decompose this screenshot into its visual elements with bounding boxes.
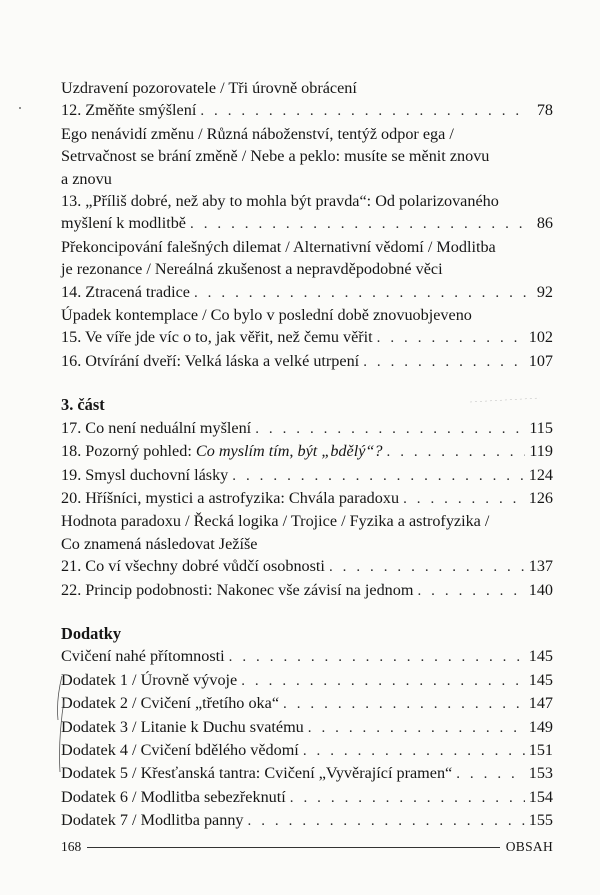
toc-entry-title: Dodatek 5 / Křesťanská tantra: Cvičení „Vyvěrající pramen“ [61,764,453,783]
toc-entry-title: 21. Co ví všechny dobré vůdčí osobnosti [61,557,325,576]
toc-page-number: 86 [536,214,553,233]
toc-entry-title-italic: Co myslím tím, být „bdělý“? [195,442,383,461]
toc-entry-title: 17. Co není neduální myšlení [61,418,252,437]
scan-smudge [470,398,540,402]
toc-entry-title: 20. Hříšníci, mystici a astrofyzika: Chvála paradoxu [61,488,400,507]
scan-pencil-mark [58,676,65,772]
toc-entry-title: 14. Ztracená tradice [61,282,190,301]
toc-page-number: 115 [529,418,553,437]
toc-description: Co znamená následovat Ježíše [61,534,258,553]
toc-page-number: 78 [536,101,553,120]
toc-description: a znovu [61,169,112,188]
toc-page-number: 137 [528,557,553,576]
toc-page-number: 126 [528,488,553,507]
scan-speck [19,107,21,109]
toc-page-number: 153 [528,764,553,783]
toc-page-number: 149 [528,717,553,736]
toc-description: Uzdravení pozorovatele / Tři úrovně obrácení [61,79,357,97]
toc-page-number: 119 [529,442,553,461]
toc-description: Překoncipování falešných dilemat / Alternativní vědomí / Modlitba [61,237,496,256]
toc-entry-title: Dodatek 3 / Litanie k Duchu svatému [61,717,304,736]
footer-section-title: OBSAH [505,839,553,854]
toc-description: je rezonance / Nereálná zkušenost a nepravděpodobné věci [61,260,443,279]
toc-entry-title: Dodatek 6 / Modlitba sebezřeknutí [61,787,286,806]
toc-page-number: 107 [528,351,553,370]
toc-page-number: 151 [528,740,553,759]
toc-entry-title: myšlení k modlitbě [61,214,186,233]
toc-entry-title: 12. Změňte smýšlení [61,101,197,120]
toc-description: Setrvačnost se brání změně / Nebe a peklo: musíte se měnit znovu [61,147,490,166]
toc-entry-title: 22. Princip podobnosti: Nakonec vše závisí na jednom [61,580,414,599]
appendix-heading: Dodatky [61,623,122,643]
toc-description: Hodnota paradoxu / Řecká logika / Trojice / Fyzika a astrofyzika / [61,512,490,531]
toc-entry-title: 16. Otvírání dveří: Velká láska a velké utrpení [61,351,360,370]
toc-page-number: 124 [528,465,553,484]
toc-entry-title: 19. Smysl duchovní lásky [61,465,229,484]
toc-entry-title: Cvičení nahé přítomnosti [61,647,225,666]
toc-page-number: 92 [536,282,553,301]
toc-entry-title: 15. Ve víře jde víc o to, jak věřit, než čemu věřit [61,328,373,347]
toc-entry-title: Dodatek 7 / Modlitba panny [61,811,244,830]
toc-page-number: 102 [528,328,553,347]
footer-page-number: 168 [61,839,82,854]
toc-entry-title-plain: 18. Pozorný pohled: [61,442,196,461]
toc-entry-title: Dodatek 4 / Cvičení bdělého vědomí [61,740,299,759]
toc-page-number: 154 [528,787,553,806]
toc-description: 13. „Příliš dobré, než aby to mohla být pravda“: Od polarizovaného [61,192,499,211]
toc-entry-title: Dodatek 2 / Cvičení „třetího oka“ [61,694,280,713]
part-3-heading: 3. část [61,395,105,415]
toc-page-number: 145 [528,670,553,689]
toc-page-number: 155 [528,811,553,830]
toc-page-number: 147 [528,694,553,713]
toc-description: Ego nenávidí změnu / Různá náboženství, tentýž odpor ega / [61,124,454,143]
toc-page-number: 145 [528,647,553,666]
toc-description: Úpadek kontemplace / Co bylo v poslední době znovuobjeveno [61,306,472,325]
toc-page-number: 140 [528,580,553,599]
toc-entry-title: Dodatek 1 / Úrovně vývoje [61,670,238,689]
